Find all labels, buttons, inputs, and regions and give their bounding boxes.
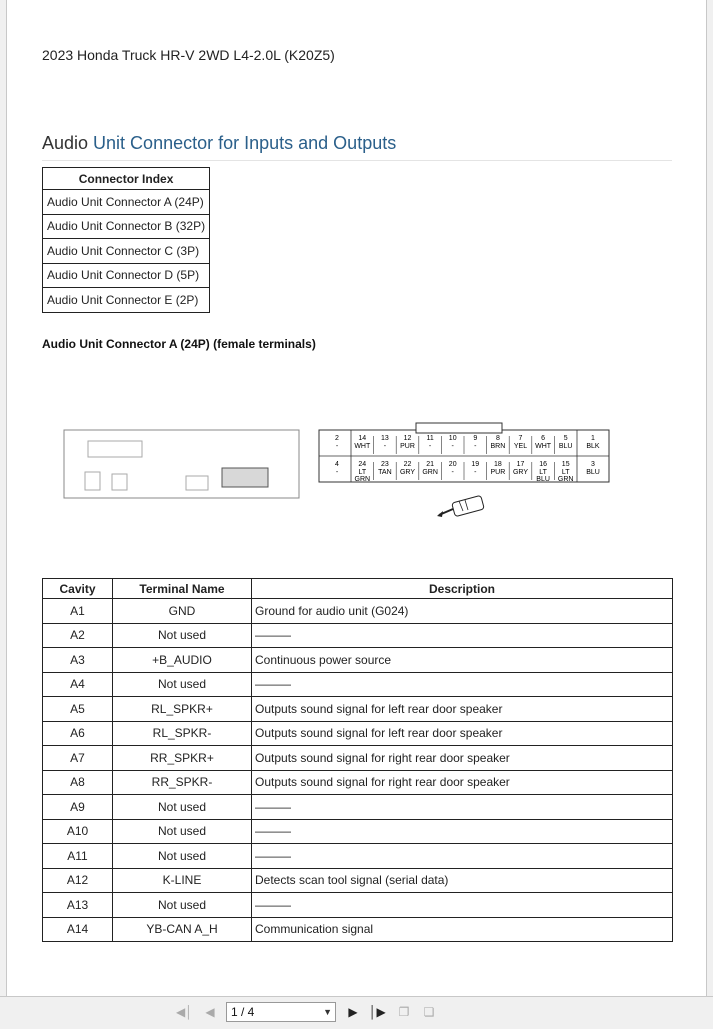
pin-wire-color: - xyxy=(335,469,339,476)
page-indicator: 1 / 4 xyxy=(231,1005,255,1019)
column-header-terminal-name: Terminal Name xyxy=(113,579,252,599)
pin-wire-color: - xyxy=(474,469,477,476)
description-cell: ——— xyxy=(252,672,673,697)
description-cell: Continuous power source xyxy=(252,648,673,673)
previous-page-icon[interactable]: ◀ xyxy=(205,1005,215,1019)
pin-wire-color: BLU xyxy=(536,476,550,483)
connector-index-table xyxy=(42,167,210,313)
table-row xyxy=(43,697,673,722)
description-cell: Communication signal xyxy=(252,917,673,942)
pin-number: 3 xyxy=(591,461,595,468)
pin-number: 22 xyxy=(403,461,412,468)
table-row xyxy=(43,795,673,820)
document-page xyxy=(6,0,707,996)
pin-wire-color: GRN xyxy=(354,476,371,483)
pin-wire-color: GRY xyxy=(512,469,529,476)
pin-wire-color: - xyxy=(383,443,387,450)
pin-wire-color: LT xyxy=(561,469,570,476)
terminal-name-cell: Not used xyxy=(113,795,252,820)
cavity-cell: A7 xyxy=(43,746,113,771)
section-title-prefix: Audio xyxy=(42,133,94,153)
cavity-cell: A12 xyxy=(43,868,113,893)
pdf-toolbar xyxy=(0,996,713,1029)
pin-number: 1 xyxy=(591,435,595,442)
description-cell: ——— xyxy=(252,844,673,869)
table-row xyxy=(43,648,673,673)
single-page-view-icon[interactable]: ❐ xyxy=(398,1005,410,1019)
pin-number: 21 xyxy=(426,461,434,468)
table-row xyxy=(43,917,673,942)
table-row xyxy=(43,746,673,771)
pin-number: 13 xyxy=(381,435,389,442)
pin-number: 17 xyxy=(516,461,525,468)
pin-number: 4 xyxy=(335,461,339,468)
table-row xyxy=(43,868,673,893)
pin-wire-color: GRN xyxy=(422,469,438,476)
cavity-cell: A6 xyxy=(43,721,113,746)
pin-number: 2 xyxy=(335,435,339,442)
pin-wire-color: LT xyxy=(358,469,367,476)
terminal-name-cell: RL_SPKR+ xyxy=(113,697,252,722)
description-cell: Outputs sound signal for right rear door speaker xyxy=(252,770,673,795)
column-header-cavity: Cavity xyxy=(43,579,113,599)
pin-wire-color: LT xyxy=(539,469,547,476)
connector-index-heading: Connector Index xyxy=(43,168,210,190)
table-row xyxy=(43,770,673,795)
section-title xyxy=(42,133,396,154)
table-row xyxy=(43,893,673,918)
terminal-name-cell: YB-CAN A_H xyxy=(113,917,252,942)
pin-number: 18 xyxy=(494,461,502,468)
pin-wire-color: - xyxy=(474,443,477,450)
audio-unit-rear-view xyxy=(64,430,299,498)
description-cell: ——— xyxy=(252,623,673,648)
pin-number: 8 xyxy=(495,435,500,442)
title-divider xyxy=(42,160,672,161)
table-row xyxy=(43,819,673,844)
next-page-icon[interactable]: ▶ xyxy=(348,1005,358,1019)
cavity-cell: A3 xyxy=(43,648,113,673)
pin-number: 12 xyxy=(403,435,412,442)
hand-pointer-icon xyxy=(437,495,484,517)
pin-wire-color: - xyxy=(451,469,454,476)
terminal-name-cell: +B_AUDIO xyxy=(113,648,252,673)
last-page-icon[interactable]: │▶ xyxy=(369,1005,386,1019)
connector-diagram xyxy=(7,400,708,530)
connector-index-item[interactable]: Audio Unit Connector C (3P) xyxy=(43,239,210,264)
two-page-view-icon[interactable]: ❏ xyxy=(423,1005,435,1019)
pin-number: 6 xyxy=(541,435,546,442)
column-header-description: Description xyxy=(252,579,673,599)
pin-wire-color: WHT xyxy=(354,443,371,450)
table-row xyxy=(43,672,673,697)
description-cell: ——— xyxy=(252,795,673,820)
pin-number: 9 xyxy=(473,435,478,442)
terminal-name-cell: Not used xyxy=(113,672,252,697)
pin-wire-color: TAN xyxy=(378,469,392,476)
terminal-name-cell: RR_SPKR- xyxy=(113,770,252,795)
connector-index-item[interactable]: Audio Unit Connector B (32P) xyxy=(43,214,210,239)
table-row xyxy=(43,844,673,869)
pin-wire-color: GRY xyxy=(399,469,416,476)
pin-number: 23 xyxy=(381,461,389,468)
terminal-name-cell: Not used xyxy=(113,893,252,918)
pin-wire-color: PUR xyxy=(400,443,415,450)
pin-wire-color: BLU xyxy=(558,443,573,450)
cavity-cell: A5 xyxy=(43,697,113,722)
pin-number: 7 xyxy=(518,435,523,442)
connector-a-label: Audio Unit Connector A (24P) (female terminals) xyxy=(42,337,316,351)
description-cell: ——— xyxy=(252,819,673,844)
description-cell: ——— xyxy=(252,893,673,918)
pin-number: 14 xyxy=(358,435,367,442)
pin-number: 5 xyxy=(563,435,568,442)
table-row xyxy=(43,599,673,624)
pin-wire-color: - xyxy=(335,443,339,450)
connector-index-item[interactable]: Audio Unit Connector D (5P) xyxy=(43,263,210,288)
first-page-icon[interactable]: ◀│ xyxy=(176,1005,193,1019)
terminal-name-cell: Not used xyxy=(113,844,252,869)
cavity-cell: A13 xyxy=(43,893,113,918)
cavity-cell: A4 xyxy=(43,672,113,697)
table-row xyxy=(43,623,673,648)
cavity-cell: A1 xyxy=(43,599,113,624)
pin-number: 24 xyxy=(358,461,367,468)
table-row xyxy=(43,721,673,746)
cavity-table xyxy=(42,578,673,942)
description-cell: Ground for audio unit (G024) xyxy=(252,599,673,624)
cavity-cell: A2 xyxy=(43,623,113,648)
cavity-cell: A11 xyxy=(43,844,113,869)
pin-wire-color: BLK xyxy=(586,443,600,450)
pin-wire-color: BLU xyxy=(586,469,600,476)
pin-wire-color: PUR xyxy=(490,469,506,476)
description-cell: Outputs sound signal for left rear door speaker xyxy=(252,697,673,722)
document-header: 2023 Honda Truck HR-V 2WD L4-2.0L (K20Z5) xyxy=(42,47,335,63)
connector-index-item[interactable]: Audio Unit Connector E (2P) xyxy=(43,288,210,313)
terminal-name-cell: GND xyxy=(113,599,252,624)
pin-wire-color: GRN xyxy=(557,476,574,483)
cavity-cell: A10 xyxy=(43,819,113,844)
cavity-cell: A9 xyxy=(43,795,113,820)
pin-number: 11 xyxy=(426,435,434,442)
pin-wire-color: WHT xyxy=(535,443,552,450)
terminal-name-cell: RL_SPKR- xyxy=(113,721,252,746)
cavity-cell: A8 xyxy=(43,770,113,795)
pin-number: 10 xyxy=(448,435,457,442)
description-cell: Detects scan tool signal (serial data) xyxy=(252,868,673,893)
terminal-name-cell: RR_SPKR+ xyxy=(113,746,252,771)
description-cell: Outputs sound signal for right rear door speaker xyxy=(252,746,673,771)
pin-number: 15 xyxy=(561,461,570,468)
pin-wire-color: BRN xyxy=(490,443,506,450)
page-selector[interactable] xyxy=(226,1002,336,1022)
connector-a-face xyxy=(319,423,609,483)
connector-index-item[interactable]: Audio Unit Connector A (24P) xyxy=(43,190,210,215)
cavity-cell: A14 xyxy=(43,917,113,942)
pin-wire-color: - xyxy=(451,443,454,450)
pin-wire-color: - xyxy=(428,443,432,450)
pin-number: 19 xyxy=(471,461,480,468)
pin-wire-color: YEL xyxy=(513,443,528,450)
chevron-down-icon: ▼ xyxy=(323,1007,332,1017)
section-title-link-text: Unit Connector for Inputs and Outputs xyxy=(93,133,397,153)
pin-number: 16 xyxy=(539,461,547,468)
description-cell: Outputs sound signal for left rear door speaker xyxy=(252,721,673,746)
pin-number: 20 xyxy=(448,461,457,468)
terminal-name-cell: K-LINE xyxy=(113,868,252,893)
terminal-name-cell: Not used xyxy=(113,623,252,648)
terminal-name-cell: Not used xyxy=(113,819,252,844)
